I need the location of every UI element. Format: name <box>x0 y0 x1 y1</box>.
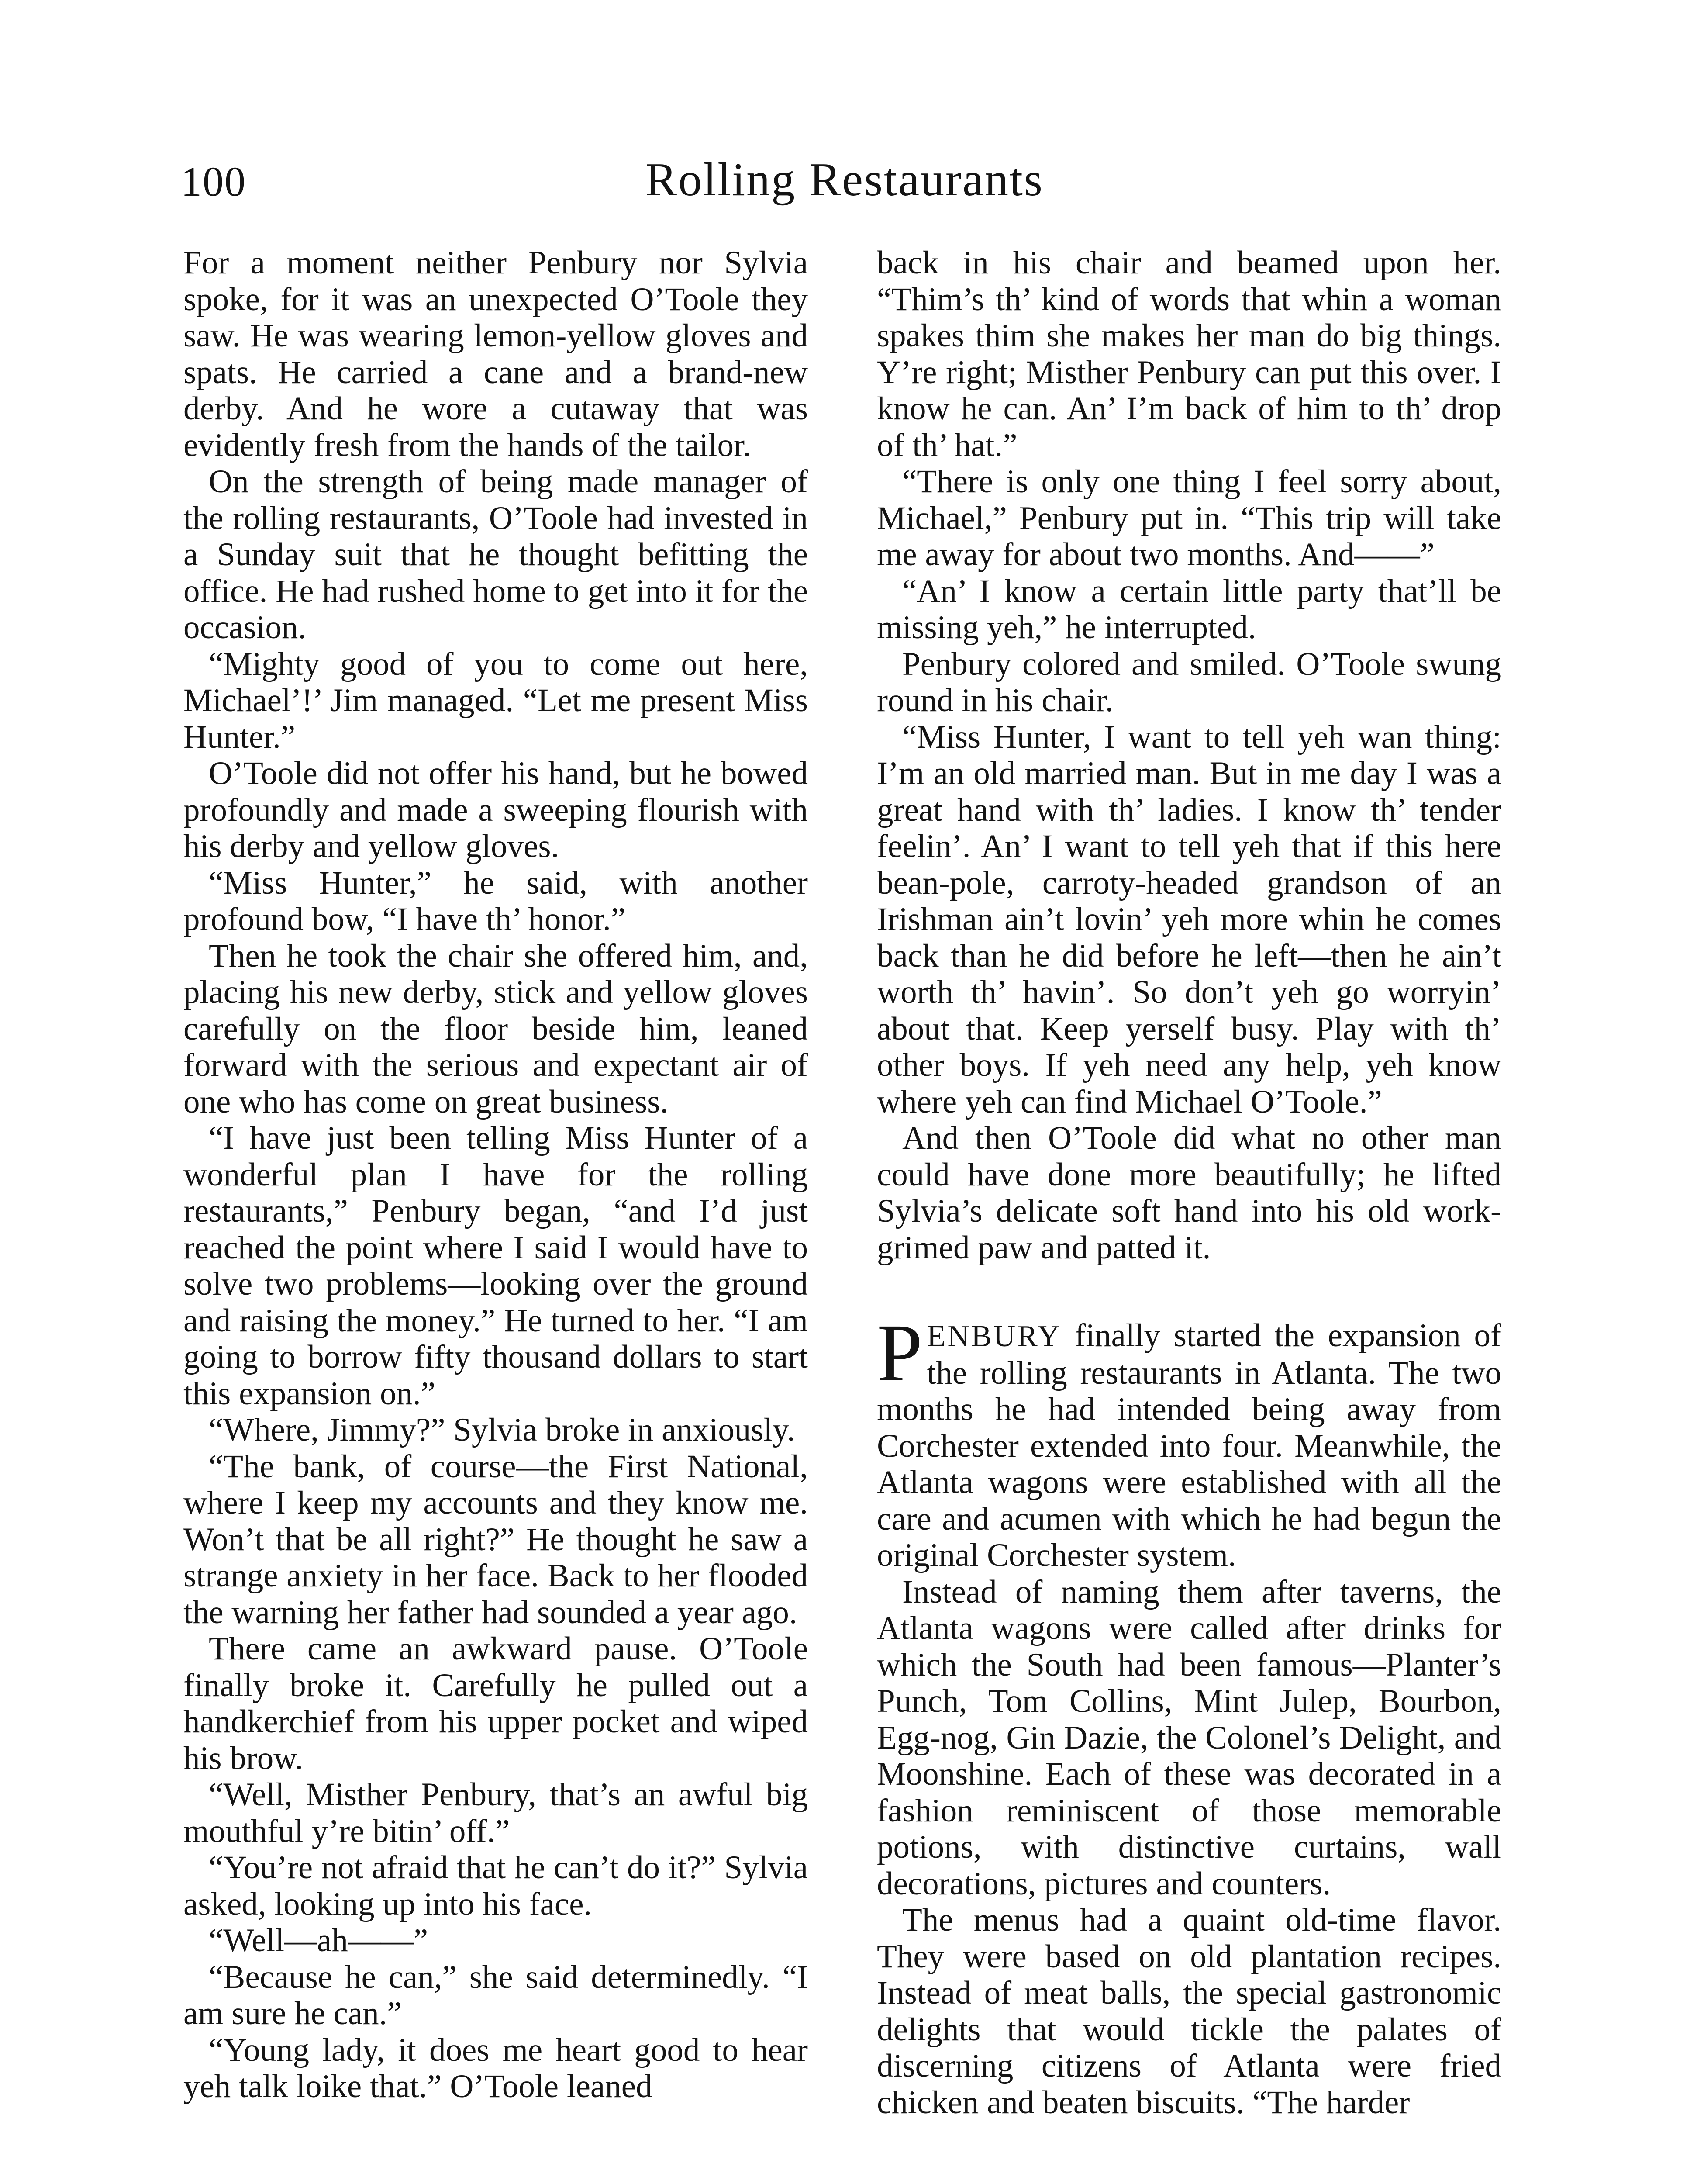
paragraph: For a moment neither Penbury nor Sylvia spoke, for it was an unexpected O’Toole they saw. He was wearing lemon-yellow gloves and spats. He carried a cane and a brand-new derby. And he wore a cutaway that was evidently fresh from the hands of the tailor. <box>183 245 808 463</box>
section-opening <box>877 1307 1501 1574</box>
paragraph: “Miss Hunter, I want to tell yeh wan thing: I’m an old married man. But in me day I was a great hand with th’ ladies. I know th’ tender feelin’. An’ I want to tell yeh that if this here bean-pole, carroty-headed grandson of an Irishman ain’t lovin’ yeh more whin he comes back than he did before he left—then he ain’t worth th’ havin’. So don’t yeh go worryin’ about that. Keep yerself busy. Play with th’ other boys. If yeh need any help, yeh know where yeh can find Michael O’Toole.” <box>877 719 1501 1120</box>
paragraph: “The bank, of course—the First National, where I keep my accounts and they know me. Won’t that be all right?” He thought he saw a strange anxiety in her face. Back to her flooded the warning her father had sounded a year ago. <box>183 1448 808 1631</box>
paragraph: “Young lady, it does me heart good to hear yeh talk loike that.” O’Toole leaned <box>183 2032 808 2105</box>
paragraph: back in his chair and beamed upon her. “Thim’s th’ kind of words that whin a woman spakes thim she makes her man do big things. Y’re right; Misther Penbury can put this over. I know he can. An’ I’m back of him to th’ drop of th’ hat.” <box>877 245 1501 463</box>
paragraph: “Well—ah——” <box>209 1922 428 1959</box>
drop-cap: P <box>877 1307 923 1398</box>
paragraph: “Because he can,” she said determinedly. “I am sure he can.” <box>183 1959 808 2032</box>
running-title: Rolling Restaurants <box>645 154 1044 206</box>
left-column <box>183 245 808 2105</box>
small-caps-word: ENBURY <box>927 1320 1062 1353</box>
paragraph: On the strength of being made manager of the rolling restaurants, O’Toole had invested in a Sunday suit that he thought befitting the office. He had rushed home to get into it for the occasion. <box>183 463 808 646</box>
paragraph: The menus had a quaint old-time flavor. They were based on old plantation recipes. Instead of meat balls, the special gastronomic delights that would tickle the palates of discerning citizens of Atlanta were fried chicken and beaten biscuits. “The harder <box>877 1902 1501 2121</box>
section-opening-text: finally started the expansion of the rolling restaurants in Atlanta. The two months he had intended being away from Corchester extended into four. Meanwhile, the Atlanta wagons were established with all the care and acumen with which he had begun the original Corchester system. <box>877 1317 1501 1573</box>
paragraph: Then he took the chair she offered him, and, placing his new derby, stick and yellow gloves carefully on the floor beside him, leaned forward with the serious and expectant air of one who has come on great business. <box>183 937 808 1120</box>
paragraph: Penbury colored and smiled. O’Toole swung round in his chair. <box>877 646 1501 719</box>
right-column <box>877 245 1501 2121</box>
paragraph: “I have just been telling Miss Hunter of a wonderful plan I have for the rolling restaurants,” Penbury began, “and I’d just reached the point where I said I would have to solve two problems—looking over the ground and raising the money.” He turned to her. “I am going to borrow fifty thousand dollars to start this expansion on.” <box>183 1120 808 1412</box>
paragraph: O’Toole did not offer his hand, but he bowed profoundly and made a sweeping flourish with his derby and yellow gloves. <box>183 755 808 864</box>
paragraph: “Miss Hunter,” he said, with another profound bow, “I have th’ honor.” <box>183 864 808 937</box>
paragraph: “Well, Misther Penbury, that’s an awful big mouthful y’re bitin’ off.” <box>183 1776 808 1849</box>
page-header <box>181 153 1508 223</box>
paragraph: “There is only one thing I feel sorry about, Michael,” Penbury put in. “This trip will take me away for about two months. And——” <box>877 463 1501 573</box>
paragraph: Instead of naming them after taverns, the Atlanta wagons were called after drinks for which the South had been famous—Planter’s Punch, Tom Collins, Mint Julep, Bourbon, Egg-nog, Gin Dazie, the Colonel’s Delight, and Moonshine. Each of these was decorated in a fashion reminiscent of those memorable potions, with distinctive curtains, wall decorations, pictures and counters. <box>877 1573 1501 1902</box>
paragraph: There came an awkward pause. O’Toole finally broke it. Carefully he pulled out a handkerchief from his upper pocket and wiped his brow. <box>183 1631 808 1776</box>
paragraph: “You’re not afraid that he can’t do it?” Sylvia asked, looking up into his face. <box>183 1849 808 1922</box>
page-number: 100 <box>181 158 246 205</box>
paragraph: And then O’Toole did what no other man could have done more beautifully; he lifted Sylvia’s delicate soft hand into his old work-grimed paw and patted it. <box>877 1120 1501 1266</box>
paragraph: “Mighty good of you to come out here, Michael’!’ Jim managed. “Let me present Miss Hunter.” <box>183 646 808 755</box>
paragraph: “An’ I know a certain little party that’ll be missing yeh,” he interrupted. <box>877 573 1501 646</box>
paragraph: “Where, Jimmy?” Sylvia broke in anxiously. <box>209 1412 795 1448</box>
